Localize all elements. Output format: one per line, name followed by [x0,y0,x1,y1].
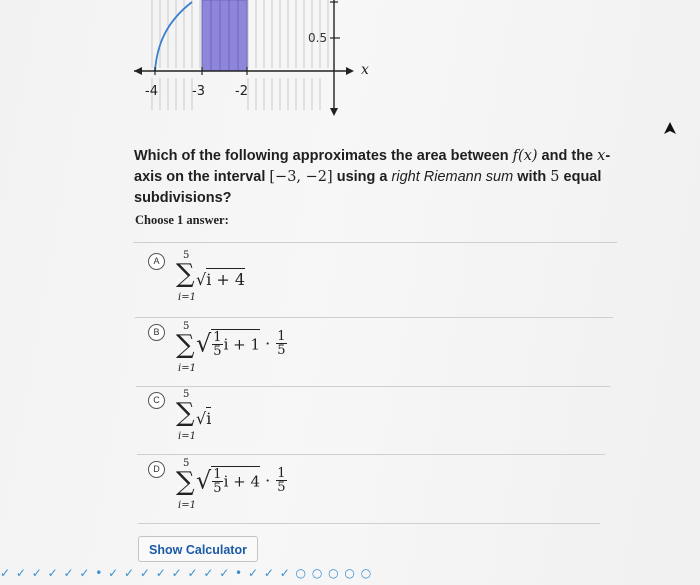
sqrt-sign: √ [196,466,212,495]
choice-letter-badge[interactable]: C [148,392,165,409]
sqrt-sign: √ [196,329,212,358]
riemann-graph [120,0,380,120]
progress-marks: ✓ ✓ ✓ ✓ ✓ ✓ • ✓ ✓ ✓ ✓ ✓ ✓ ✓ ✓ • ✓ ✓ ✓ ○ ○ ○ ○ ○ [0,566,373,580]
show-calculator-button[interactable]: Show Calculator [138,536,258,562]
question-text: Which of the following approximates the area between f(x) and the x-axis on the interval [−3, −2] using a right Riemann sum with 5 equal subdivisions? [134,148,611,206]
function-curve [155,2,192,71]
choice-letter-badge[interactable]: B [148,324,165,341]
divider [138,523,600,524]
divider [133,242,617,243]
choice-letter-badge[interactable]: A [148,253,165,270]
x-tick-label: -2 [235,84,248,99]
summation-sign: ∑ [176,330,195,360]
summation-sign: ∑ [176,259,195,289]
x-axis-label: x [361,62,369,78]
riemann-rectangles [202,0,247,71]
choose-label: Choose 1 answer: [135,213,229,227]
answer-choice-a[interactable]: A 5 ∑ i=1 √i + 4 [140,250,610,312]
summation-sign: ∑ [176,467,195,497]
divider [135,317,613,318]
x-tick-label: -4 [145,84,158,99]
summation-sign: ∑ [176,398,195,428]
answer-choice-c[interactable]: C 5 ∑ i=1 √i [140,389,610,447]
x-tick-label: -3 [192,84,205,99]
graph-canvas [120,0,380,120]
sqrt-sign: √ [196,270,207,289]
y-tick-label: 0.5 [308,31,328,45]
sqrt-sign: √ [196,409,207,428]
mouse-cursor-icon [664,122,676,136]
divider [137,454,605,455]
answer-choice-b[interactable]: B 5 ∑ i=1 √ $\frac{1}{5}$ i + 1 · $\frac{1}{5}$ [140,321,610,381]
answer-choice-d[interactable]: D 5 ∑ i=1 √ $\frac{1}{5}$ i + 4 · $\frac{1}{5}$ [140,458,610,518]
choice-letter-badge[interactable]: D [148,461,165,478]
divider [136,386,610,387]
